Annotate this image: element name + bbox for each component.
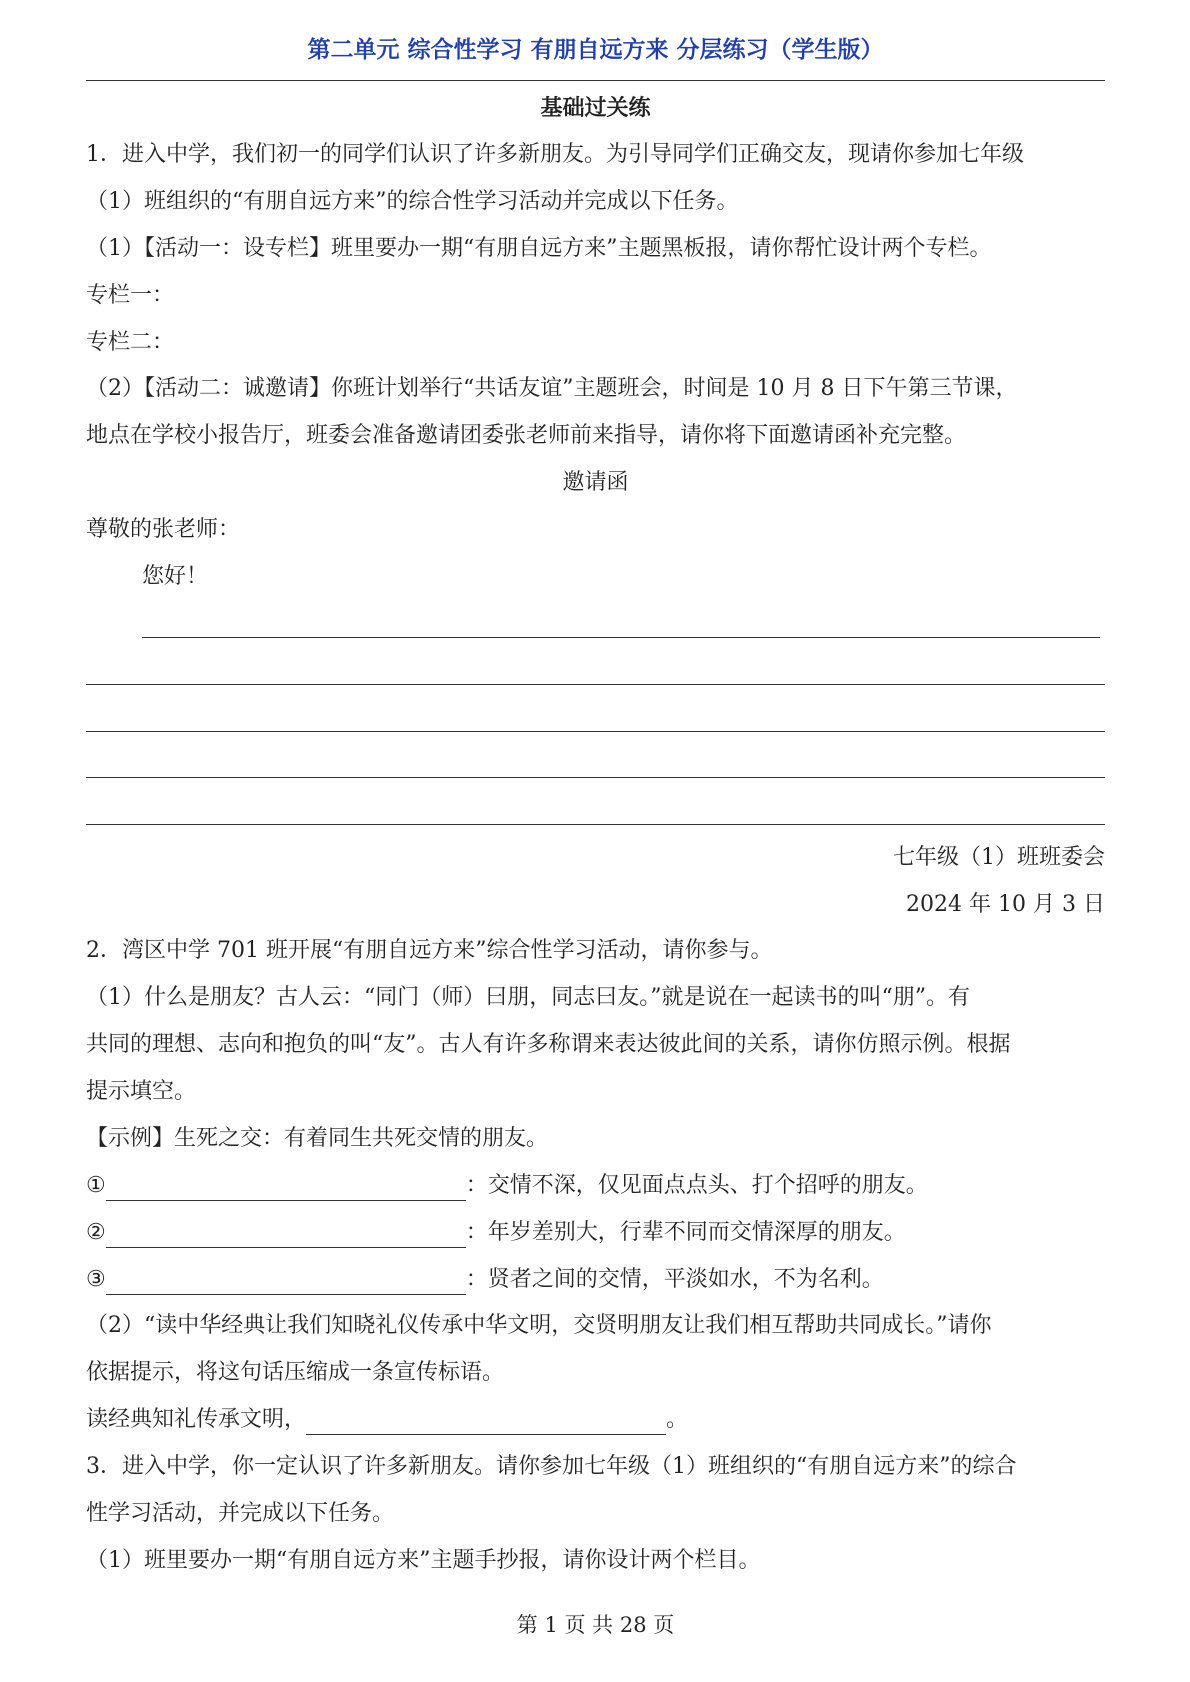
answer-blank[interactable]	[106, 1223, 466, 1248]
q3-line1: 3．进入中学，你一定认识了许多新朋友。请你参加七年级（1）班组织的“有朋自远方来”的综合	[86, 1454, 1017, 1479]
q2-sub2-line2: 依据提示，将这句话压缩成一条宣传标语。	[86, 1360, 505, 1385]
q3-line2: 性学习活动，并完成以下任务。	[86, 1501, 395, 1526]
item-description: ：年岁差别大，行辈不同而交情深厚的朋友。	[465, 1220, 906, 1245]
answer-blank[interactable]	[106, 1176, 466, 1201]
item-description: ：贤者之间的交情，平淡如水，不为名利。	[465, 1267, 884, 1292]
item-description: ：交情不深，仅见面点点头、打个招呼的朋友。	[465, 1173, 928, 1198]
slogan-prefix: 读经典知礼传承文明，	[86, 1407, 307, 1432]
q1-line1: 1．进入中学，我们初一的同学们认识了许多新朋友。为引导同学们正确交友，现请你参加七年级	[86, 142, 1025, 167]
q2-item-1	[86, 1171, 1105, 1201]
letter-answer-line-1[interactable]	[142, 637, 1100, 638]
letter-answer-line-3[interactable]	[86, 731, 1105, 732]
letter-greeting: 您好！	[142, 564, 209, 589]
q2-slogan	[86, 1405, 1105, 1435]
q2-item-3	[86, 1265, 1105, 1295]
q2-sub1-line2: 共同的理想、志向和抱负的叫“友”。古人有许多称谓来表达彼此间的关系，请你仿照示例。根据	[86, 1032, 1011, 1057]
item-number: ①	[86, 1173, 106, 1198]
q2-example: 【示例】生死之交：有着同生共死交情的朋友。	[86, 1126, 549, 1151]
answer-blank[interactable]	[106, 1270, 466, 1295]
letter-answer-line-5[interactable]	[86, 824, 1105, 825]
slogan-suffix: 。	[666, 1407, 689, 1432]
letter-date: 2024 年 10 月 3 日	[906, 892, 1105, 917]
page-title: 第二单元 综合性学习 有朋自远方来 分层练习（学生版）	[307, 37, 884, 63]
letter-answer-line-2[interactable]	[86, 684, 1105, 685]
q1-sub1: （1）【活动一：设专栏】班里要办一期“有朋自远方来”主题黑板报，请你帮忙设计两个专栏。	[86, 236, 992, 261]
q2-item-2	[86, 1218, 1105, 1248]
q1-line2: （1）班组织的“有朋自远方来”的综合性学习活动并完成以下任务。	[86, 189, 739, 214]
slogan-blank[interactable]	[306, 1410, 666, 1435]
q3-sub1: （1）班里要办一期“有朋自远方来”主题手抄报，请你设计两个栏目。	[86, 1548, 761, 1573]
q1-sub2-line1: （2）【活动二：诚邀请】你班计划举行“共话友谊”主题班会，时间是 10 月 8 日下午第三节课，	[86, 376, 1018, 401]
item-number: ③	[86, 1267, 106, 1292]
q1-column-one: 专栏一：	[86, 283, 175, 308]
letter-salutation: 尊敬的张老师：	[86, 517, 241, 542]
section-title: 基础过关练	[540, 96, 651, 121]
q1-column-two: 专栏二：	[86, 330, 175, 355]
letter-answer-line-4[interactable]	[86, 777, 1105, 778]
letter-signature: 七年级（1）班班委会	[893, 845, 1105, 870]
q2-line1: 2．湾区中学 701 班开展“有朋自远方来”综合性学习活动，请你参与。	[86, 938, 773, 963]
q2-sub1-line3: 提示填空。	[86, 1079, 197, 1104]
q2-sub2-line1: （2）“读中华经典让我们知晓礼仪传承中华文明，交贤明朋友让我们相互帮助共同成长。”请你	[86, 1313, 992, 1338]
letter-title: 邀请函	[562, 470, 629, 495]
q2-sub1-line1: （1）什么是朋友？古人云：“同门（师）曰朋，同志曰友。”就是说在一起读书的叫“朋”。有	[86, 985, 970, 1010]
item-number: ②	[86, 1220, 106, 1245]
header-divider	[86, 80, 1105, 81]
page-footer: 第 1 页 共 28 页	[516, 1613, 675, 1637]
q1-sub2-line2: 地点在学校小报告厅，班委会准备邀请团委张老师前来指导，请你将下面邀请函补充完整。	[86, 423, 967, 448]
